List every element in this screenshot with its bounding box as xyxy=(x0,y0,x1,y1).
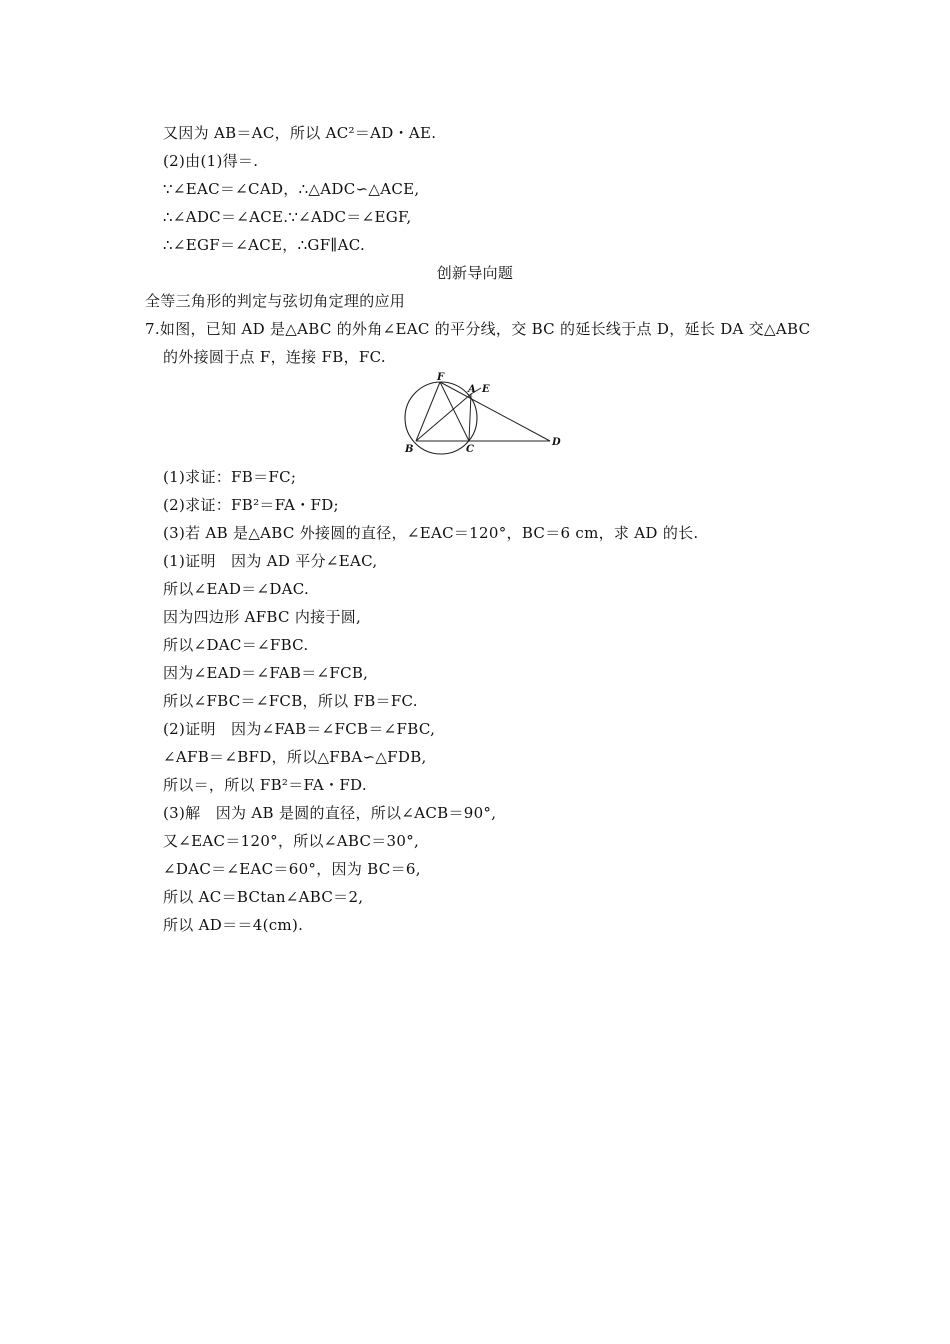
solution-line: 所以 AC＝BCtan∠ABC＝2, xyxy=(163,888,364,906)
solution-line: 所以＝，所以 FB²＝FA・FD. xyxy=(163,776,367,794)
question-3: (3)若 AB 是△ABC 外接圆的直径，∠EAC＝120°，BC＝6 cm，求 AD 的长. xyxy=(163,524,699,542)
section-heading: 创新导向题 xyxy=(436,264,514,282)
geometry-figure xyxy=(395,370,570,460)
solution-line: 因为四边形 AFBC 内接于圆, xyxy=(163,608,362,626)
solution-line: 又∠EAC＝120°，所以∠ABC＝30°, xyxy=(163,832,420,850)
question-1: (1)求证：FB＝FC; xyxy=(163,468,297,486)
solution-line: 所以∠FBC＝∠FCB，所以 FB＝FC. xyxy=(163,692,418,710)
segment-ab xyxy=(416,394,471,441)
solution-line: ∠AFB＝∠BFD，所以△FBA∽△FDB, xyxy=(163,748,427,766)
solution-line: 所以∠EAD＝∠DAC. xyxy=(163,580,310,598)
topic-line: 全等三角形的判定与弦切角定理的应用 xyxy=(145,292,406,310)
label-a: A xyxy=(468,384,476,395)
segment-fb xyxy=(416,382,440,441)
solution-line: 所以∠DAC＝∠FBC. xyxy=(163,636,309,654)
label-b: B xyxy=(405,444,414,455)
problem-statement-line-2: 的外接圆于点 F，连接 FB，FC. xyxy=(163,348,386,366)
problem-statement-line-1: 7.如图，已知 AD 是△ABC 的外角∠EAC 的平分线，交 BC 的延长线于点 D，延长 DA 交△ABC xyxy=(145,320,811,338)
proof-line: 又因为 AB＝AC，所以 AC²＝AD・AE. xyxy=(163,124,437,142)
solution-line: (2)证明 因为∠FAB＝∠FCB＝∠FBC, xyxy=(163,720,436,738)
question-2: (2)求证：FB²＝FA・FD; xyxy=(163,496,339,514)
solution-line: (3)解 因为 AB 是圆的直径，所以∠ACB＝90°, xyxy=(163,804,497,822)
label-c: C xyxy=(466,444,474,455)
solution-line: 因为∠EAD＝∠FAB＝∠FCB, xyxy=(163,664,369,682)
proof-line: (2)由(1)得＝. xyxy=(163,152,259,170)
proof-line: ∵∠EAC＝∠CAD，∴△ADC∽△ACE, xyxy=(163,180,420,198)
solution-line: (1)证明 因为 AD 平分∠EAC, xyxy=(163,552,378,570)
label-e: E xyxy=(482,384,490,395)
label-d: D xyxy=(552,437,561,448)
label-f: F xyxy=(437,372,445,383)
proof-line: ∴∠ADC＝∠ACE.∵∠ADC＝∠EGF, xyxy=(163,208,412,226)
segment-ac xyxy=(469,394,471,441)
proof-line: ∴∠EGF＝∠ACE，∴GF∥AC. xyxy=(163,236,366,254)
solution-line: ∠DAC＝∠EAC＝60°，因为 BC＝6, xyxy=(163,860,421,878)
solution-line: 所以 AD＝＝4(cm). xyxy=(163,916,304,934)
segment-fd xyxy=(440,382,550,441)
